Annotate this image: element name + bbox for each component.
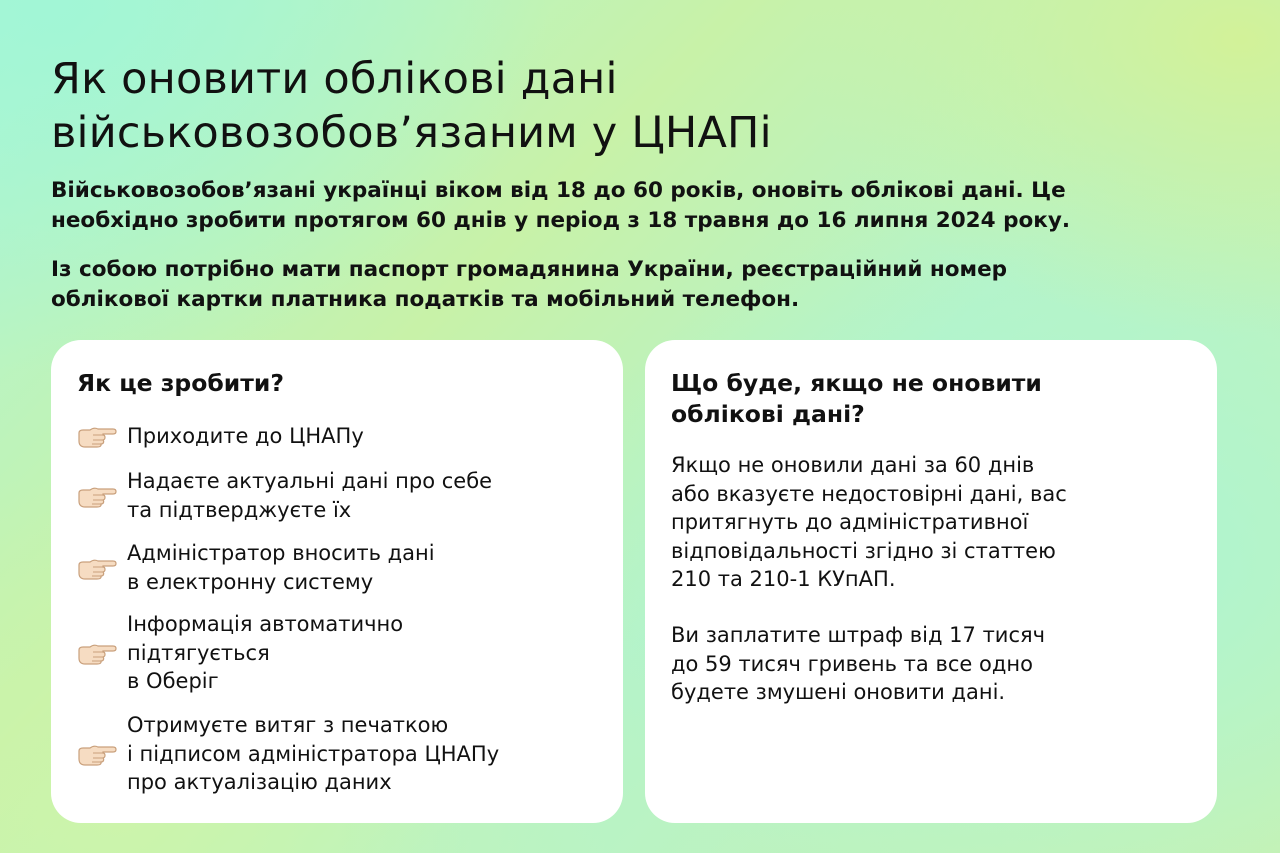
- step-text: [127, 467, 492, 524]
- step-text-line: в Оберіг: [127, 669, 219, 693]
- intro-line: облікової картки платника податків та мобільний телефон.: [51, 287, 800, 312]
- how-to-heading: Як це зробити?: [77, 369, 284, 397]
- step-item: [77, 421, 597, 451]
- paragraph-line: до 59 тисяч гривень та все одно: [671, 651, 1033, 676]
- step-text: [127, 422, 364, 451]
- paragraph-line: або вказуєте недостовірні дані, вас: [671, 481, 1067, 506]
- paragraph-line: притягнуть до адміністративної: [671, 510, 1029, 534]
- step-text: [127, 539, 435, 596]
- step-text-line: про актуалізацію даних: [127, 770, 392, 794]
- paragraph-line: Ви заплатите штраф від 17 тисяч: [671, 623, 1046, 647]
- consequences-heading-line: Що буде, якщо не оновити: [671, 369, 1042, 397]
- step-item: [77, 610, 597, 696]
- paragraph-line: відповідальності згідно зі статтею: [671, 538, 1056, 563]
- fine-paragraph: [671, 621, 1045, 707]
- step-text-line: і підписом адміністратора ЦНАПу: [127, 741, 500, 766]
- step-text-line: Отримуєте витяг з печаткою: [127, 713, 449, 737]
- step-text-line: та підтверджуєте їх: [127, 497, 352, 522]
- liability-paragraph: [671, 451, 1067, 594]
- step-text-line: Надаєте актуальні дані про себе: [127, 469, 493, 493]
- intro-line: Із собою потрібно мати паспорт громадянина України, реєстраційний номер: [51, 257, 1008, 282]
- step-text: [127, 610, 403, 696]
- consequences-card: [645, 340, 1217, 823]
- consequences-heading: [671, 368, 1191, 430]
- pointing-hand-icon: [77, 553, 127, 583]
- page-title-line-2: військовозобов’язаним у ЦНАПі: [51, 108, 772, 158]
- step-text-line: в електронну систему: [127, 569, 374, 594]
- intro-line: Військовозобов’язані українці віком від 18 до 60 років, оновіть облікові дані. Це: [51, 178, 1066, 203]
- pointing-hand-icon: [77, 481, 127, 511]
- page-title: [51, 52, 1051, 160]
- step-text-line: підтягується: [127, 640, 270, 665]
- pointing-hand-icon: [77, 739, 127, 769]
- consequences-heading-line: облікові дані?: [671, 400, 865, 428]
- paragraph-line: Якщо не оновили дані за 60 днів: [671, 453, 1035, 477]
- page-title-line-1: Як оновити облікові дані: [51, 54, 618, 104]
- intro-paragraph-deadline: [51, 176, 1231, 236]
- paragraph-line: 210 та 210-1 КУпАП.: [671, 567, 896, 591]
- intro-paragraph-documents: [51, 255, 1231, 315]
- pointing-hand-icon: [77, 421, 127, 451]
- step-text-line: Адміністратор вносить дані: [127, 541, 435, 565]
- step-text: [127, 711, 499, 797]
- pointing-hand-icon: [77, 638, 127, 668]
- step-item: [77, 539, 597, 596]
- paragraph-line: будете змушені оновити дані.: [671, 680, 1006, 704]
- how-to-card: [51, 340, 623, 823]
- step-item: [77, 467, 597, 524]
- step-text-line: Приходите до ЦНАПу: [127, 423, 364, 448]
- intro-line: необхідно зробити протягом 60 днів у період з 18 травня до 16 липня 2024 року.: [51, 208, 1071, 233]
- step-text-line: Інформація автоматично: [127, 612, 404, 636]
- step-item: [77, 711, 597, 797]
